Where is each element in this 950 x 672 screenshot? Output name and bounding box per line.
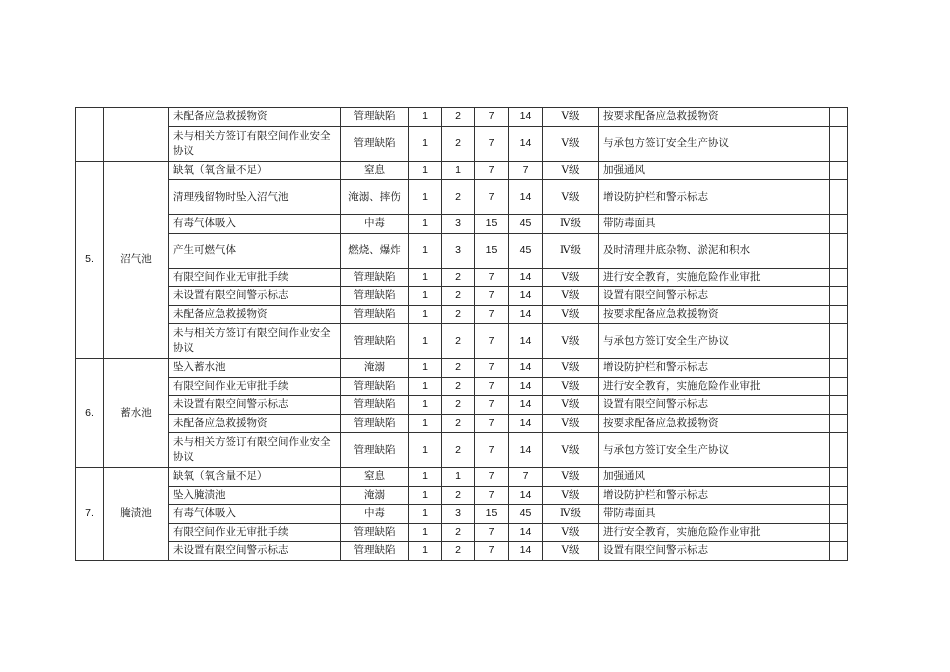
table-row [76,396,848,415]
hazard-cell: 未设置有限空间警示标志 [169,396,341,415]
consequence-cell: 15 [475,505,509,524]
remark-cell [830,433,848,468]
exposure-cell: 2 [442,486,475,505]
likelihood-cell: 1 [409,523,442,542]
risk-score-cell: 7 [509,161,543,180]
table-row [76,505,848,524]
remark-cell [830,305,848,324]
risk-score-cell: 14 [509,287,543,306]
risk-level-cell: Ⅴ级 [543,359,599,378]
table-body [76,108,848,561]
control-measure-cell: 按要求配备应急救援物资 [599,108,830,127]
consequence-cell: 15 [475,215,509,234]
hazard-type-cell: 管理缺陷 [341,542,409,561]
likelihood-cell: 1 [409,486,442,505]
likelihood-cell: 1 [409,233,442,268]
hazard-type-cell: 管理缺陷 [341,268,409,287]
consequence-cell: 7 [475,486,509,505]
exposure-cell: 2 [442,542,475,561]
consequence-cell: 7 [475,468,509,487]
hazard-type-cell: 窒息 [341,468,409,487]
consequence-cell: 7 [475,324,509,359]
consequence-cell: 7 [475,268,509,287]
hazard-cell: 未设置有限空间警示标志 [169,287,341,306]
remark-cell [830,505,848,524]
table-row [76,433,848,468]
hazard-type-cell: 管理缺陷 [341,126,409,161]
hazard-cell: 未与相关方签订有限空间作业安全协议 [169,433,341,468]
hazard-cell: 缺氧（氧含量不足） [169,161,341,180]
likelihood-cell: 1 [409,287,442,306]
risk-level-cell: Ⅴ级 [543,468,599,487]
hazard-cell: 有毒气体吸入 [169,505,341,524]
location-cell [104,108,169,162]
consequence-cell: 7 [475,359,509,378]
remark-cell [830,377,848,396]
risk-score-cell: 14 [509,324,543,359]
likelihood-cell: 1 [409,161,442,180]
hazard-type-cell: 淹溺 [341,359,409,378]
control-measure-cell: 与承包方签订安全生产协议 [599,324,830,359]
remark-cell [830,486,848,505]
risk-level-cell: Ⅴ级 [543,523,599,542]
risk-level-cell: Ⅳ级 [543,215,599,234]
hazard-cell: 未配备应急救援物资 [169,108,341,127]
risk-score-cell: 14 [509,486,543,505]
risk-level-cell: Ⅴ级 [543,542,599,561]
likelihood-cell: 1 [409,396,442,415]
control-measure-cell: 设置有限空间警示标志 [599,396,830,415]
remark-cell [830,161,848,180]
likelihood-cell: 1 [409,468,442,487]
control-measure-cell: 按要求配备应急救援物资 [599,414,830,433]
item-number-cell: 7. [76,468,104,561]
hazard-type-cell: 淹溺 [341,486,409,505]
hazard-type-cell: 管理缺陷 [341,287,409,306]
control-measure-cell: 与承包方签订安全生产协议 [599,433,830,468]
item-number-cell [76,108,104,162]
consequence-cell: 7 [475,433,509,468]
hazard-cell: 未设置有限空间警示标志 [169,542,341,561]
exposure-cell: 2 [442,523,475,542]
control-measure-cell: 带防毒面具 [599,215,830,234]
hazard-cell: 未配备应急救援物资 [169,305,341,324]
table-row [76,359,848,378]
risk-level-cell: Ⅴ级 [543,414,599,433]
consequence-cell: 7 [475,108,509,127]
risk-score-cell: 14 [509,523,543,542]
hazard-type-cell: 管理缺陷 [341,433,409,468]
exposure-cell: 2 [442,433,475,468]
table-row [76,215,848,234]
remark-cell [830,287,848,306]
risk-level-cell: Ⅴ级 [543,287,599,306]
table-row [76,108,848,127]
hazard-cell: 缺氧（氧含量不足） [169,468,341,487]
consequence-cell: 7 [475,523,509,542]
hazard-type-cell: 管理缺陷 [341,396,409,415]
likelihood-cell: 1 [409,126,442,161]
likelihood-cell: 1 [409,433,442,468]
exposure-cell: 3 [442,233,475,268]
control-measure-cell: 加强通风 [599,161,830,180]
risk-score-cell: 14 [509,414,543,433]
table-row [76,287,848,306]
table-row [76,486,848,505]
table-row [76,324,848,359]
hazard-cell: 未配备应急救援物资 [169,414,341,433]
hazard-cell: 坠入蓄水池 [169,359,341,378]
consequence-cell: 7 [475,377,509,396]
consequence-cell: 7 [475,126,509,161]
control-measure-cell: 按要求配备应急救援物资 [599,305,830,324]
table-row [76,161,848,180]
remark-cell [830,396,848,415]
control-measure-cell: 及时清理井底杂物、淤泥和积水 [599,233,830,268]
control-measure-cell: 进行安全教育，实施危险作业审批 [599,268,830,287]
consequence-cell: 7 [475,180,509,215]
risk-level-cell: Ⅴ级 [543,305,599,324]
remark-cell [830,215,848,234]
control-measure-cell: 带防毒面具 [599,505,830,524]
likelihood-cell: 1 [409,324,442,359]
hazard-type-cell: 窒息 [341,161,409,180]
hazard-cell: 未与相关方签订有限空间作业安全协议 [169,126,341,161]
likelihood-cell: 1 [409,377,442,396]
hazard-cell: 坠入腌渍池 [169,486,341,505]
consequence-cell: 7 [475,161,509,180]
risk-level-cell: Ⅴ级 [543,396,599,415]
consequence-cell: 7 [475,414,509,433]
risk-score-cell: 14 [509,433,543,468]
remark-cell [830,324,848,359]
table-row [76,268,848,287]
consequence-cell: 7 [475,305,509,324]
exposure-cell: 2 [442,287,475,306]
likelihood-cell: 1 [409,505,442,524]
hazard-type-cell: 管理缺陷 [341,324,409,359]
risk-level-cell: Ⅴ级 [543,433,599,468]
remark-cell [830,359,848,378]
remark-cell [830,126,848,161]
hazard-type-cell: 淹溺、摔伤 [341,180,409,215]
hazard-type-cell: 中毒 [341,215,409,234]
consequence-cell: 15 [475,233,509,268]
exposure-cell: 2 [442,359,475,378]
remark-cell [830,542,848,561]
exposure-cell: 2 [442,108,475,127]
risk-score-cell: 14 [509,396,543,415]
exposure-cell: 2 [442,324,475,359]
likelihood-cell: 1 [409,542,442,561]
exposure-cell: 3 [442,505,475,524]
risk-level-cell: Ⅴ级 [543,126,599,161]
control-measure-cell: 加强通风 [599,468,830,487]
exposure-cell: 3 [442,215,475,234]
risk-score-cell: 45 [509,215,543,234]
exposure-cell: 1 [442,468,475,487]
likelihood-cell: 1 [409,268,442,287]
location-cell: 蓄水池 [104,359,169,468]
hazard-type-cell: 中毒 [341,505,409,524]
item-number-cell: 6. [76,359,104,468]
risk-level-cell: Ⅴ级 [543,161,599,180]
likelihood-cell: 1 [409,359,442,378]
hazard-type-cell: 管理缺陷 [341,523,409,542]
table-row [76,414,848,433]
hazard-type-cell: 管理缺陷 [341,305,409,324]
hazard-type-cell: 管理缺陷 [341,414,409,433]
risk-score-cell: 45 [509,233,543,268]
control-measure-cell: 设置有限空间警示标志 [599,542,830,561]
risk-score-cell: 14 [509,542,543,561]
exposure-cell: 2 [442,305,475,324]
likelihood-cell: 1 [409,180,442,215]
risk-score-cell: 14 [509,268,543,287]
risk-level-cell: Ⅴ级 [543,108,599,127]
consequence-cell: 7 [475,396,509,415]
hazard-cell: 未与相关方签订有限空间作业安全协议 [169,324,341,359]
remark-cell [830,268,848,287]
consequence-cell: 7 [475,542,509,561]
risk-level-cell: Ⅴ级 [543,377,599,396]
control-measure-cell: 增设防护栏和警示标志 [599,180,830,215]
table-row [76,468,848,487]
remark-cell [830,233,848,268]
hazard-cell: 有限空间作业无审批手续 [169,523,341,542]
item-number-cell: 5. [76,161,104,359]
risk-score-cell: 7 [509,468,543,487]
table-row [76,126,848,161]
hazard-type-cell: 管理缺陷 [341,108,409,127]
risk-level-cell: Ⅴ级 [543,180,599,215]
risk-level-cell: Ⅴ级 [543,268,599,287]
exposure-cell: 2 [442,180,475,215]
table-row [76,305,848,324]
risk-score-cell: 14 [509,180,543,215]
risk-level-cell: Ⅴ级 [543,324,599,359]
likelihood-cell: 1 [409,215,442,234]
location-cell: 腌渍池 [104,468,169,561]
control-measure-cell: 与承包方签订安全生产协议 [599,126,830,161]
table-row [76,523,848,542]
remark-cell [830,414,848,433]
control-measure-cell: 增设防护栏和警示标志 [599,486,830,505]
exposure-cell: 2 [442,126,475,161]
hazard-cell: 清理残留物时坠入沼气池 [169,180,341,215]
table-row [76,542,848,561]
exposure-cell: 2 [442,414,475,433]
risk-assessment-table [75,107,848,561]
location-cell: 沼气池 [104,161,169,359]
table-row [76,377,848,396]
risk-score-cell: 45 [509,505,543,524]
remark-cell [830,523,848,542]
risk-score-cell: 14 [509,126,543,161]
hazard-type-cell: 管理缺陷 [341,377,409,396]
control-measure-cell: 增设防护栏和警示标志 [599,359,830,378]
remark-cell [830,108,848,127]
hazard-cell: 有限空间作业无审批手续 [169,377,341,396]
hazard-type-cell: 燃烧、爆炸 [341,233,409,268]
exposure-cell: 2 [442,377,475,396]
likelihood-cell: 1 [409,414,442,433]
likelihood-cell: 1 [409,305,442,324]
hazard-cell: 有毒气体吸入 [169,215,341,234]
hazard-cell: 有限空间作业无审批手续 [169,268,341,287]
hazard-cell: 产生可燃气体 [169,233,341,268]
table-row [76,233,848,268]
exposure-cell: 1 [442,161,475,180]
control-measure-cell: 进行安全教育，实施危险作业审批 [599,377,830,396]
risk-level-cell: Ⅴ级 [543,486,599,505]
risk-score-cell: 14 [509,108,543,127]
control-measure-cell: 进行安全教育，实施危险作业审批 [599,523,830,542]
risk-score-cell: 14 [509,305,543,324]
risk-score-cell: 14 [509,359,543,378]
likelihood-cell: 1 [409,108,442,127]
consequence-cell: 7 [475,287,509,306]
remark-cell [830,180,848,215]
risk-level-cell: Ⅳ级 [543,505,599,524]
risk-level-cell: Ⅳ级 [543,233,599,268]
risk-score-cell: 14 [509,377,543,396]
exposure-cell: 2 [442,396,475,415]
exposure-cell: 2 [442,268,475,287]
remark-cell [830,468,848,487]
control-measure-cell: 设置有限空间警示标志 [599,287,830,306]
table-row [76,180,848,215]
